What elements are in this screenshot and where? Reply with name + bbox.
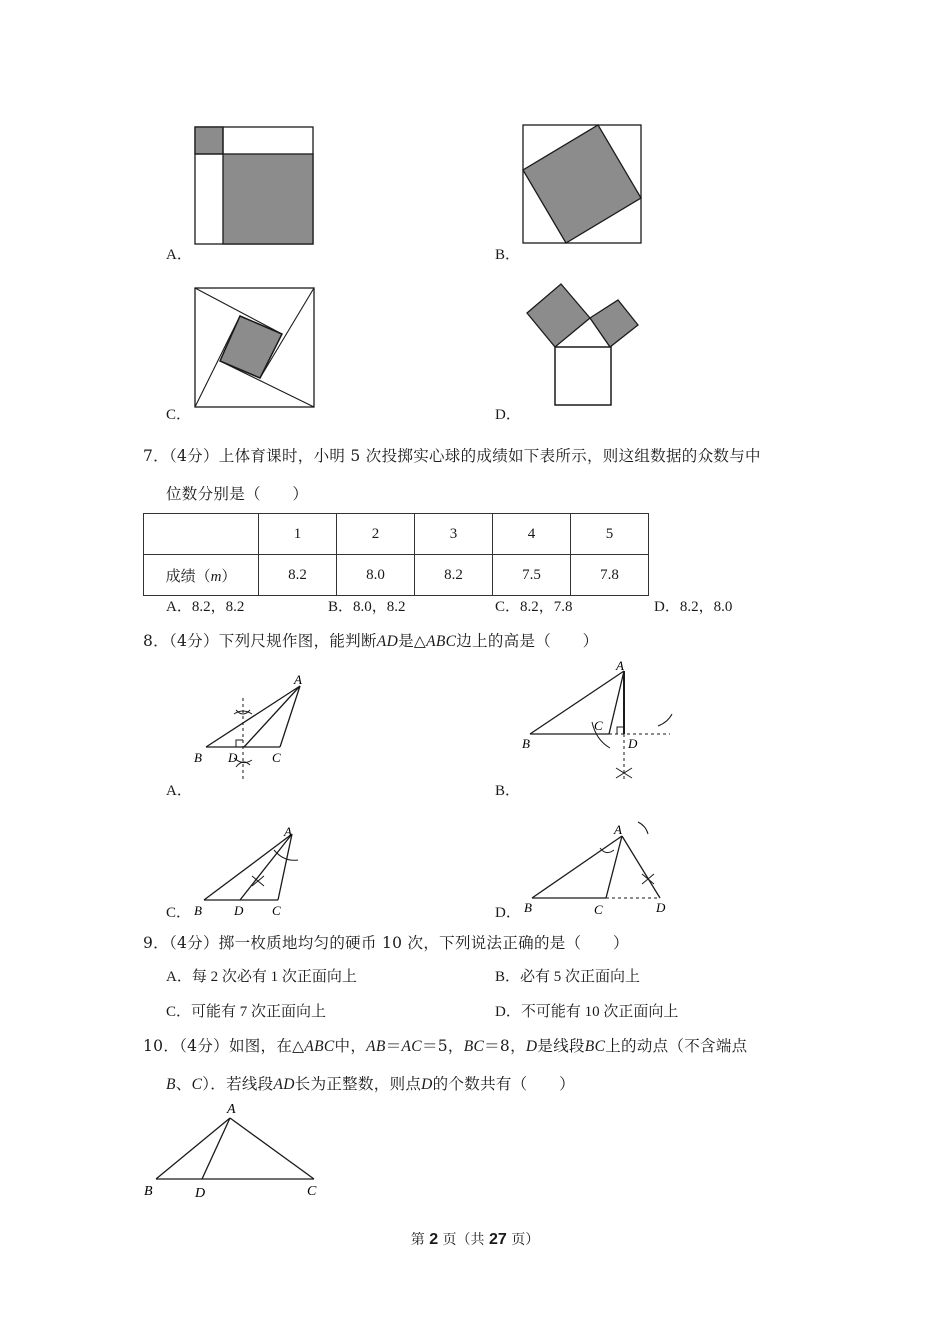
table-cell: 7.8 (571, 555, 649, 596)
footer-pre: 第 (410, 1232, 425, 1248)
q7-text-line1: 上体育课时，小明 5 次投掷实心球的成绩如下表所示，则这组数据的众数与中 (218, 447, 761, 465)
q9-option-c: C．可能有 7 次正面向上 (166, 1004, 327, 1020)
q10-stem-line1 (143, 1034, 747, 1056)
label-d: D (228, 750, 238, 765)
label-d: D (656, 900, 666, 915)
q10-ad: AD (273, 1076, 295, 1093)
q10-eq1: ＝ (385, 1037, 402, 1055)
q10-d2: D (421, 1076, 433, 1093)
q6-option-b: B． (495, 247, 521, 263)
q9-option-a: A．每 2 次必有 1 次正面向上 (166, 969, 357, 985)
q9-text: 掷一枚质地均匀的硬币 10 次，下列说法正确的是（ ） (218, 934, 629, 952)
q10-val1: ＝5， (421, 1037, 464, 1055)
q10-score: （4分） (179, 1037, 229, 1055)
q6-figure-c (190, 283, 320, 411)
table-row (144, 555, 649, 596)
q10-text-b: 中， (334, 1037, 367, 1055)
q8-figure-d (518, 818, 678, 922)
table-cell: 4 (493, 514, 571, 555)
table-cell: 7.5 (493, 555, 571, 596)
row-label-close: ） (221, 568, 237, 585)
q8-abc: ABC (426, 633, 457, 650)
q10-d: D (525, 1038, 538, 1055)
label-b: B (524, 900, 532, 915)
q10-figure (140, 1098, 330, 1204)
q7-score-table (143, 513, 649, 596)
label-c: C (272, 750, 281, 765)
table-cell: 8.2 (415, 555, 493, 596)
q10-ab: AB (366, 1038, 386, 1055)
q10-text-g: 的个数共有（ ） (432, 1075, 575, 1093)
q9-score: （4分） (168, 934, 219, 952)
footer-mid: 页（共 (442, 1232, 485, 1248)
label-c: C (594, 718, 603, 733)
q10-val2: ＝8， (484, 1037, 526, 1055)
q6-figure-a (190, 122, 320, 248)
table-cell: 1 (259, 514, 337, 555)
q8-ad: AD (376, 633, 399, 650)
q7-option-a: A．8.2，8.2 (166, 599, 245, 615)
q10-text-d: 上的动点（不含端点 (605, 1037, 748, 1055)
q7-option-b: B．8.0，8.2 (328, 599, 406, 615)
footer-total: 27 (489, 1231, 507, 1248)
label-a: A (616, 658, 624, 673)
table-cell: 8.0 (337, 555, 415, 596)
table-row (144, 514, 649, 555)
q10-text-a: 如图，在△ (228, 1037, 305, 1055)
q7-stem-line1 (143, 444, 761, 466)
q9-option-b: B．必有 5 次正面向上 (495, 969, 641, 985)
label-a: A (294, 672, 302, 687)
q8-number: 8． (143, 632, 169, 650)
q10-bc: BC (463, 1038, 485, 1055)
q6-option-c: C． (166, 407, 192, 423)
table-row-label (144, 555, 259, 596)
label-a: A (614, 822, 622, 837)
q9-stem (143, 931, 629, 953)
q7-text-line2: 位数分别是（ ） (166, 485, 309, 503)
q8-stem (143, 629, 598, 651)
q8-figure-c (190, 822, 315, 922)
footer-post: 页） (511, 1232, 540, 1248)
q8-text-mid: 是△ (398, 632, 427, 650)
q8-figure-b (518, 656, 678, 784)
q10-sep: 、 (175, 1075, 192, 1093)
q6-figure-d (520, 280, 645, 410)
label-d: D (628, 736, 638, 751)
q6-figure-b (518, 120, 646, 248)
q6-option-a: A． (166, 247, 192, 263)
q10-text-c: 是线段 (537, 1037, 585, 1055)
table-cell: 5 (571, 514, 649, 555)
q8-option-a: A． (166, 783, 192, 799)
label-b: B (194, 903, 202, 918)
q10-abc: ABC (304, 1038, 335, 1055)
q10-c: C (191, 1076, 203, 1093)
label-a: A (227, 1102, 236, 1117)
q10-stem-line2 (166, 1072, 575, 1094)
q10-number: 10． (143, 1037, 180, 1055)
label-c: C (307, 1184, 317, 1199)
table-cell: 8.2 (259, 555, 337, 596)
q8-option-d: D． (495, 905, 521, 921)
row-label-text: 成绩（ (165, 568, 211, 585)
q6-option-d: D． (495, 407, 521, 423)
q8-option-c: C． (166, 905, 192, 921)
q7-number: 7． (143, 447, 169, 465)
label-c: C (594, 902, 603, 917)
q8-figure-a (190, 668, 315, 784)
label-b: B (522, 736, 530, 751)
q9-number: 9． (143, 934, 169, 952)
q8-score: （4分） (168, 632, 219, 650)
table-cell: 2 (337, 514, 415, 555)
footer-page: 2 (429, 1231, 439, 1248)
q8-option-b: B． (495, 783, 521, 799)
label-c: C (272, 903, 281, 918)
q7-option-d: D．8.2，8.0 (654, 599, 733, 615)
q7-score: （4分） (168, 447, 219, 465)
row-label-unit: m (210, 568, 222, 585)
q10-ac: AC (401, 1038, 422, 1055)
label-a: A (284, 824, 292, 839)
page-footer (0, 1229, 950, 1249)
label-b: B (144, 1184, 153, 1199)
q8-text-pre: 下列尺规作图，能判断 (218, 632, 377, 650)
q10-b: B (166, 1076, 176, 1093)
q10-text-e: ）．若线段 (202, 1075, 274, 1093)
q10-text-f: 长为正整数，则点 (294, 1075, 422, 1093)
q10-bc2: BC (584, 1038, 606, 1055)
q7-option-c: C．8.2，7.8 (495, 599, 573, 615)
label-d: D (195, 1186, 206, 1201)
label-b: B (194, 750, 202, 765)
table-cell (144, 514, 259, 555)
q9-option-d: D．不可能有 10 次正面向上 (495, 1004, 679, 1020)
q8-text-post: 边上的高是（ ） (456, 632, 599, 650)
q7-stem-line2 (166, 482, 308, 504)
table-cell: 3 (415, 514, 493, 555)
label-d: D (234, 903, 244, 918)
